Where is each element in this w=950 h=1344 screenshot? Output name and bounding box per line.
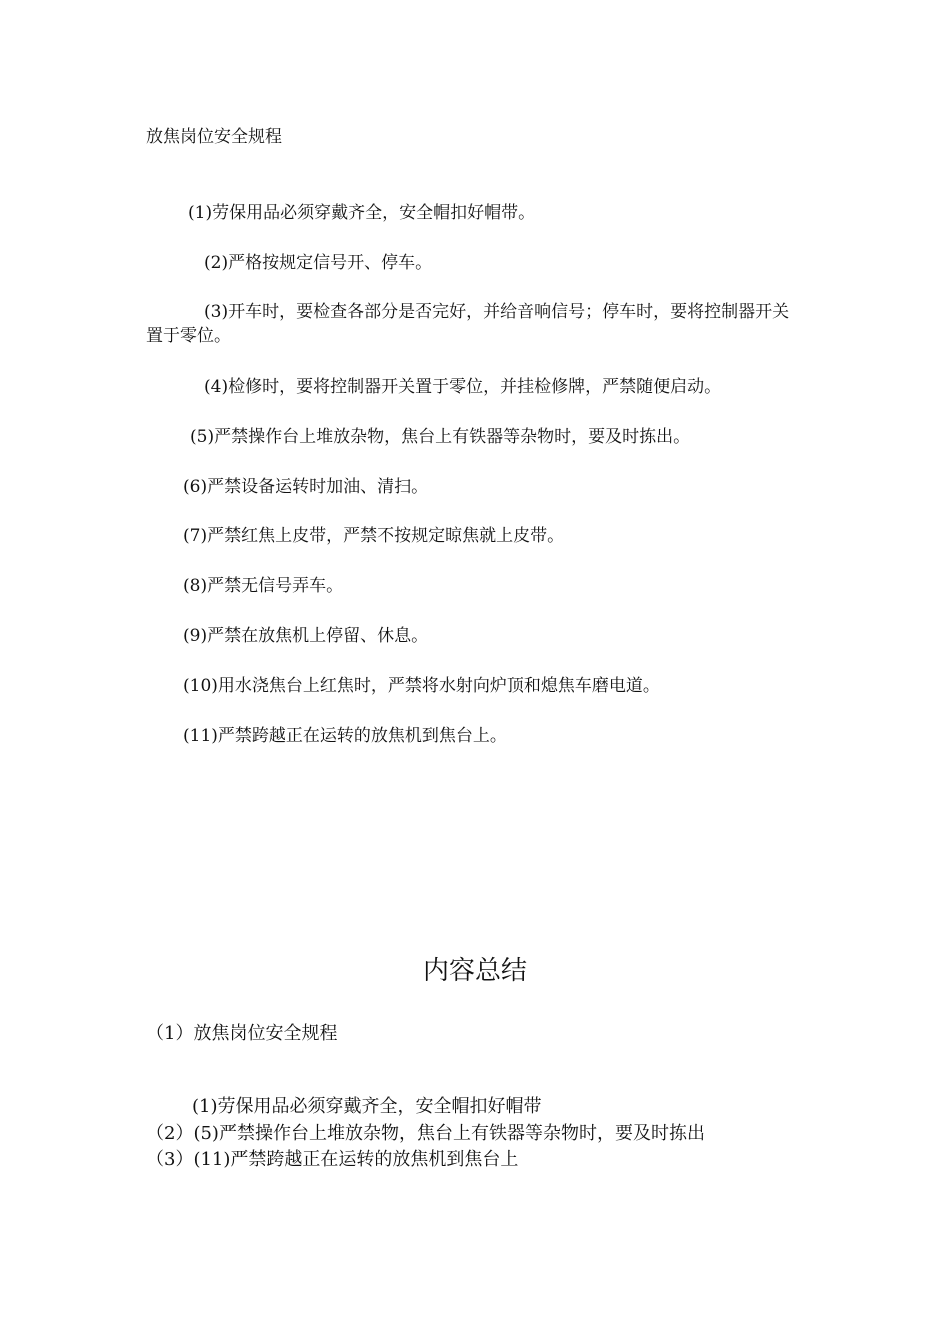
summary-item: （3）(11)严禁跨越正在运转的放焦机到焦台上 xyxy=(146,1149,519,1170)
rule-item: (5)严禁操作台上堆放杂物，焦台上有铁器等杂物时，要及时拣出。 xyxy=(190,427,691,447)
rule-item: (3)开车时，要检查各部分是否完好，并给音响信号；停车时，要将控制器开关置于零位。 xyxy=(146,302,790,346)
rule-item: (4)检修时，要将控制器开关置于零位，并挂检修牌，严禁随便启动。 xyxy=(204,377,722,397)
rule-item: (6)严禁设备运转时加油、清扫。 xyxy=(183,477,429,497)
rule-item: (9)严禁在放焦机上停留、休息。 xyxy=(183,626,429,646)
rule-item: (1)劳保用品必须穿戴齐全，安全帽扣好帽带。 xyxy=(188,203,536,223)
document-title: 放焦岗位安全规程 xyxy=(146,127,282,147)
summary-item: (1)劳保用品必须穿戴齐全，安全帽扣好帽带 xyxy=(192,1096,542,1117)
rule-item: (11)严禁跨越正在运转的放焦机到焦台上。 xyxy=(183,726,507,746)
rule-item: (8)严禁无信号弄车。 xyxy=(183,576,344,596)
rule-item: (2)严格按规定信号开、停车。 xyxy=(204,253,433,273)
summary-heading: 内容总结 xyxy=(422,956,527,986)
summary-item: （2）(5)严禁操作台上堆放杂物，焦台上有铁器等杂物时，要及时拣出 xyxy=(146,1123,705,1144)
rule-item: (10)用水浇焦台上红焦时，严禁将水射向炉顶和熄焦车磨电道。 xyxy=(183,676,660,696)
rule-item: (7)严禁红焦上皮带，严禁不按规定晾焦就上皮带。 xyxy=(183,526,565,546)
summary-item: （1）放焦岗位安全规程 xyxy=(146,1023,338,1044)
